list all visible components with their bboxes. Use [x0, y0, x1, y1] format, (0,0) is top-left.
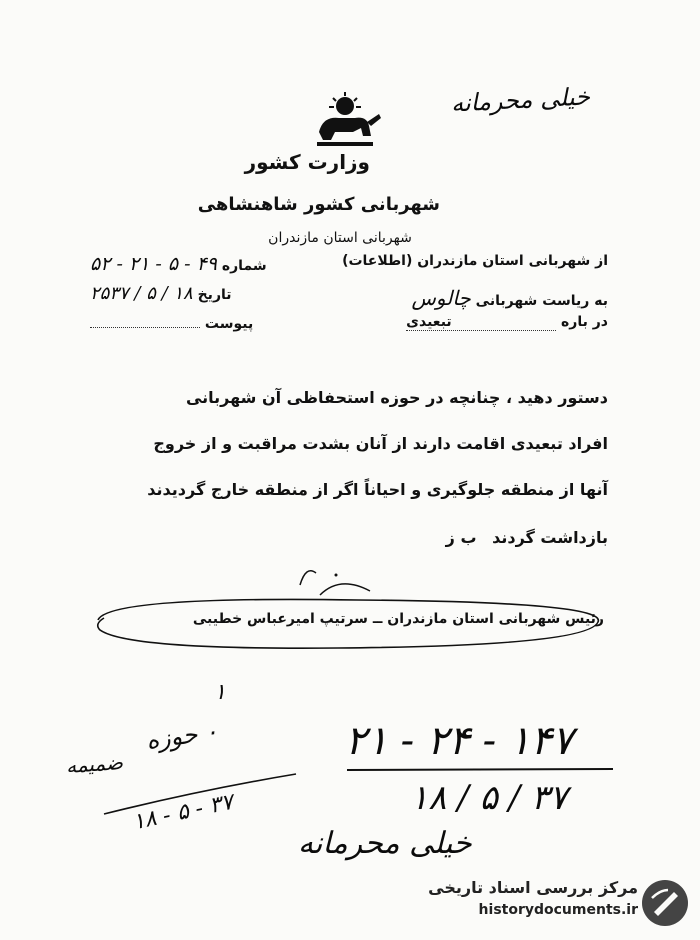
from-line: [342, 253, 608, 269]
body-trailing-mark: ب ز: [445, 528, 477, 547]
date-line: [90, 283, 232, 304]
right-date: ۱۸ / ۵ / ۳۷: [410, 778, 568, 818]
bottom-classification: خیلی محرمانه: [298, 826, 472, 861]
signature-name: سرتیپ امیرعباس خطیبی: [192, 611, 368, 627]
left-note-3: ضمیمه: [65, 750, 124, 778]
signature-title: رئیس شهربانی استان مازندران: [387, 611, 604, 627]
body-line-4: [446, 528, 608, 547]
left-note-1: ۱: [214, 680, 226, 705]
subject-line: [406, 314, 608, 331]
body-line-4-text: بازداشت گردند: [492, 528, 608, 547]
attachment-line: [90, 316, 253, 332]
date-value: ۱۸ / ۵ / ۲۵۳۷: [90, 283, 193, 304]
archive-logo-icon: [640, 878, 690, 928]
to-value: ریاست شهربانی: [475, 293, 590, 309]
number-value: ۴۹ - ۵ - ۲۱ - ۵۲: [90, 253, 217, 275]
subject-label: در باره: [561, 314, 608, 330]
signature-line: [193, 611, 604, 627]
to-line: [412, 286, 609, 310]
attachment-value: [90, 327, 200, 328]
left-date: ۱۸ - ۵ - ۳۷: [130, 789, 236, 836]
signature-separator: ــ: [372, 611, 383, 627]
right-number: ۲۱ - ۲۴ - ۱۴۷: [345, 718, 574, 764]
ministry-title: وزارت کشور: [244, 150, 370, 174]
body-line-2: افراد تبعیدی اقامت دارند از آنان بشدت مراقبت و از خروج: [153, 434, 608, 453]
from-value: شهربانی استان مازندران (اطلاعات): [342, 253, 591, 269]
body-line-1: دستور دهید ، چنانچه در حوزه استحفاظی آن شهربانی: [185, 388, 608, 407]
right-underline: [345, 766, 615, 774]
department-title: شهربانی کشور شاهنشاهی: [197, 194, 440, 215]
number-line: [90, 253, 267, 275]
number-label: شماره: [221, 258, 267, 274]
lion-and-sun-emblem: [305, 92, 385, 150]
to-handwritten: چالوس: [411, 286, 471, 310]
sub-department-title: شهربانی استان مازندران: [268, 230, 412, 246]
subject-value: تبعیدی: [406, 314, 556, 331]
watermark-url: historydocuments.ir: [478, 902, 638, 918]
left-note-2: ۰ حوزه: [144, 717, 220, 755]
date-label: تاریخ: [197, 287, 232, 303]
attachment-label: پیوست: [204, 316, 254, 332]
body-line-3: آنها از منطقه جلوگیری و احیاناً اگر از منطقه خارج گردیدند: [147, 480, 608, 499]
classification-handwritten: خیلی محرمانه: [450, 82, 591, 118]
from-label: از: [595, 253, 608, 269]
to-label: به: [594, 293, 608, 309]
watermark-org: مرکز بررسی اسناد تاریخی: [428, 878, 638, 897]
